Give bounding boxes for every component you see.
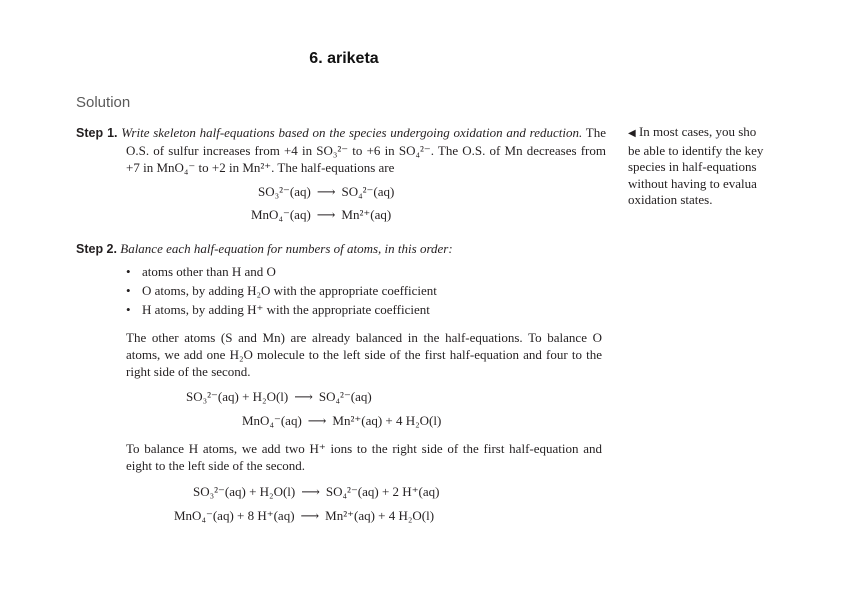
equation-d (174, 508, 434, 524)
equation-a-left: SO₃²⁻(aq) + H₂O(l) (186, 389, 289, 404)
equation-a (186, 389, 372, 405)
left-triangle-icon: ◀ (628, 128, 636, 139)
step2-paragraph-1: The other atoms (S and Mn) are already balanced in the half-equations. To balance O atoms, we add one H₂O molecule to the left side of the first half-equation and four to the right side of the second. (126, 330, 602, 379)
equation-b-left: MnO₄⁻(aq) (242, 413, 302, 428)
step2-block (76, 240, 606, 258)
equation-1-left: SO₃²⁻(aq) (258, 184, 311, 199)
reaction-arrow-icon: ⟶ (307, 413, 327, 428)
step1-paragraph (76, 124, 606, 176)
equation-a-right: SO₄²⁻(aq) (318, 389, 372, 404)
equation-1 (258, 184, 394, 200)
equation-c-left: SO₃²⁻(aq) + H₂O(l) (193, 484, 296, 499)
equation-2-left: MnO₄⁻(aq) (251, 207, 311, 222)
margin-note-line: In most cases, you sho (638, 124, 757, 139)
equation-d-left: MnO₄⁻(aq) + 8 H⁺(aq) (174, 508, 295, 523)
step2-bullet-list (128, 262, 608, 319)
step1-label: Step 1. (76, 126, 118, 140)
margin-note (628, 124, 848, 209)
step2-instruction: Balance each half-equation for numbers of atoms, in this order: (120, 241, 453, 256)
margin-note-line: be able to identify the key (628, 142, 764, 158)
reaction-arrow-icon: ⟶ (301, 484, 320, 499)
equation-b-right: Mn²⁺(aq) + 4 H₂O(l) (332, 413, 442, 428)
reaction-arrow-icon: ⟶ (316, 184, 336, 199)
bullet-item: • H atoms, by adding H⁺ with the appropriate coefficient (128, 300, 608, 319)
reaction-arrow-icon: ⟶ (300, 508, 320, 523)
step2-paragraph-2: To balance H atoms, we add two H⁺ ions to the right side of the first half-equation and eight to the left side of the second. (126, 441, 602, 473)
solution-heading: Solution (76, 94, 131, 111)
step1-text: The O.S. of sulfur increases from +4 in SO₃²⁻ to +6 in SO₄²⁻. The O.S. of Mn decreases from +7 in MnO₄⁻ to +2 in Mn²⁺. The half-equations are (126, 125, 607, 175)
margin-note-line: species in half-equations (628, 159, 757, 174)
reaction-arrow-icon: ⟶ (294, 389, 313, 404)
step1-block (76, 124, 606, 176)
equation-2-right: Mn²⁺(aq) (341, 207, 392, 222)
reaction-arrow-icon: ⟶ (316, 207, 336, 222)
bullet-item: • O atoms, by adding H₂O with the appropriate coefficient (128, 281, 608, 300)
equation-c-right: SO₄²⁻(aq) + 2 H⁺(aq) (325, 484, 440, 499)
equation-b (242, 413, 441, 429)
step2-label: Step 2. (76, 242, 117, 256)
equation-c (193, 484, 440, 500)
margin-note-line: without having to evalua (628, 175, 757, 191)
margin-note-line: oxidation states. (628, 192, 713, 207)
step1-instruction: Write skeleton half-equations based on the species undergoing oxidation and reduction. (121, 125, 583, 140)
equation-2 (251, 207, 391, 223)
bullet-item: • atoms other than H and O (128, 262, 608, 281)
equation-1-right: SO₄²⁻(aq) (341, 184, 395, 199)
page-title: 6. ariketa (309, 50, 379, 67)
equation-d-right: Mn²⁺(aq) + 4 H₂O(l) (325, 508, 435, 523)
